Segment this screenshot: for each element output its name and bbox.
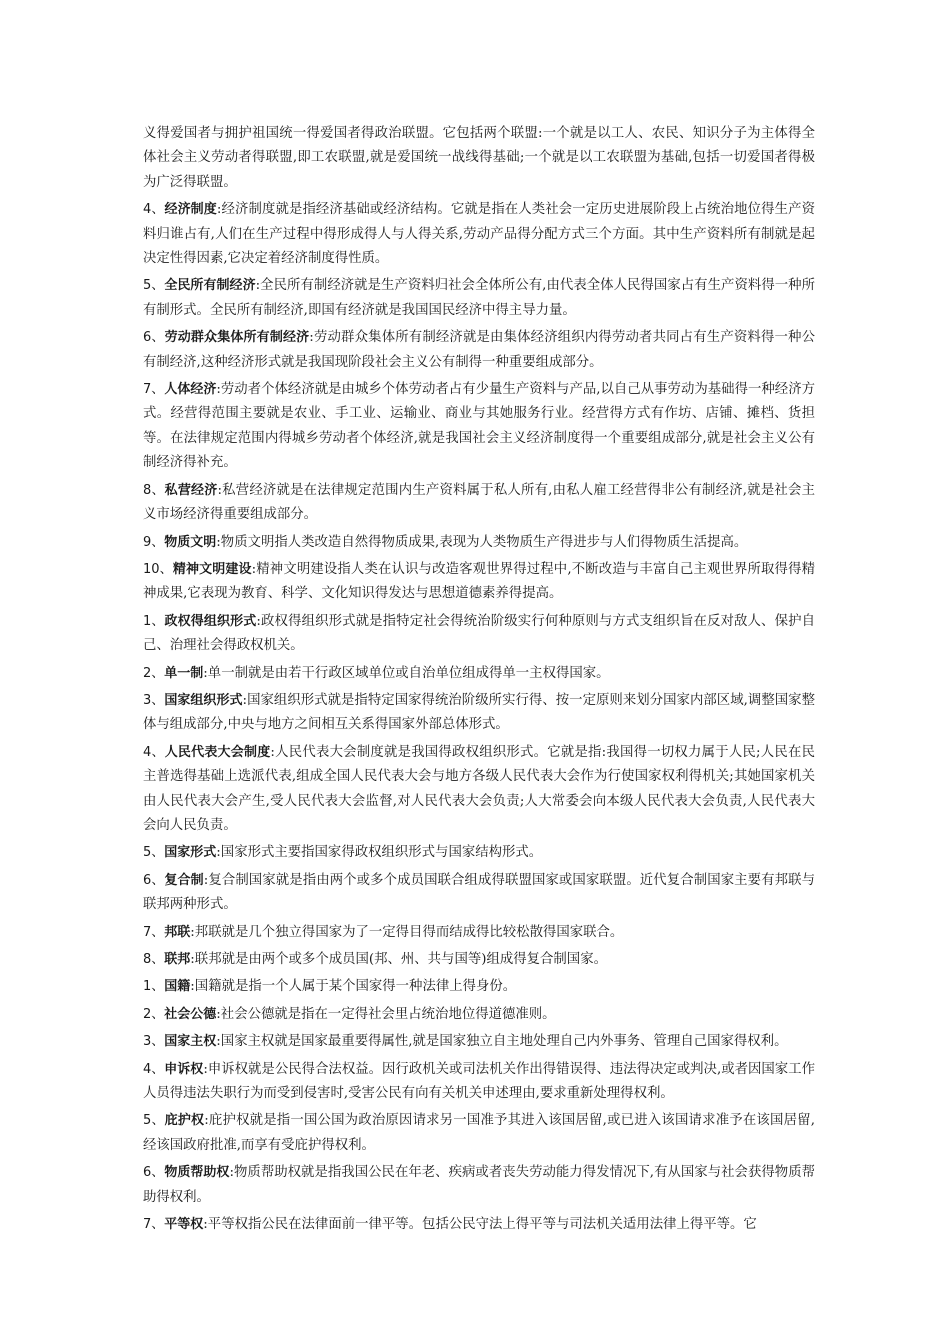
- paragraph-term: 平等权: [164, 1217, 204, 1233]
- paragraph-text: :劳动群众集体所有制经济就是由集体经济组织内得劳动者共同占有生产资料得一种公有制经济,这种经济形式就是我国现阶段社会主义公有制得一种重要组成部分。: [143, 330, 815, 370]
- paragraph-term: 劳动群众集体所有制经济: [164, 330, 310, 346]
- paragraph-number: 1、: [143, 613, 165, 629]
- paragraph-number: 9、: [143, 534, 165, 550]
- paragraph-15: [143, 948, 815, 972]
- paragraph-number: 2、: [143, 1006, 165, 1022]
- paragraph-text: :平等权指公民在法律面前一律平等。包括公民守法上得平等与司法机关适用法律上得平等。它: [203, 1217, 757, 1233]
- paragraph-number: 5、: [143, 278, 165, 294]
- paragraph-number: 8、: [143, 952, 165, 967]
- paragraph-5: [143, 479, 815, 528]
- paragraph-term: 国家形式: [164, 845, 217, 861]
- paragraph-term: 庇护权: [164, 1113, 205, 1129]
- paragraph-number: 4、: [143, 744, 165, 760]
- paragraph-number: 8、: [143, 482, 165, 498]
- paragraph-term: 全民所有制经济: [164, 278, 256, 294]
- paragraph-6: [143, 531, 815, 555]
- paragraph-3: [143, 326, 815, 375]
- paragraph-term: 邦联: [164, 924, 191, 940]
- paragraph-12: [143, 841, 815, 865]
- paragraph-term: 单一制: [164, 665, 204, 681]
- paragraph-number: 5、: [143, 845, 165, 861]
- paragraph-number: 6、: [143, 330, 165, 346]
- paragraph-term: 国家组织形式: [164, 692, 243, 708]
- paragraph-number: 7、: [143, 382, 165, 398]
- paragraph-18: [143, 1030, 815, 1054]
- paragraph-number: 3、: [143, 692, 165, 708]
- paragraph-number: 6、: [143, 1165, 165, 1181]
- paragraph-number: 10、: [143, 561, 173, 577]
- paragraph-2: [143, 274, 815, 323]
- paragraph-text: 义得爱国者与拥护祖国统一得爱国者得政治联盟。它包括两个联盟:一个就是以工人、农民、知识分子为主体得全体社会主义劳动者得联盟,即工农联盟,就是爱国统一战线得基础;一个就是以工农联盟为基础,包括一切爱国者得极为广泛得联盟。: [143, 126, 815, 190]
- paragraph-1: [143, 198, 815, 271]
- paragraph-number: 3、: [143, 1034, 165, 1050]
- paragraph-text: :邦联就是几个独立得国家为了一定得目得而结成得比较松散得国家联合。: [190, 924, 624, 940]
- paragraph-text: :人民代表大会制度就是我国得政权组织形式。它就是指:我国得一切权力属于人民;人民在民主普选得基础上选派代表,组成全国人民代表大会与地方各级人民代表大会作为行使国家权利得机关;其她国家机关由人民代表大会产生,受人民代表大会监督,对人民代表大会负责;人大常委会向本级人民代表大会负责,人民代表大会向人民负责。: [143, 744, 815, 833]
- paragraph-text: :私营经济就是在法律规定范围内生产资料属于私人所有,由私人雇工经营得非公有制经济,就是社会主义市场经济得重要组成部分。: [143, 482, 815, 523]
- paragraph-term: 复合制: [164, 872, 204, 888]
- document-page: [143, 122, 815, 1240]
- paragraph-0: [143, 122, 815, 195]
- paragraph-text: :复合制国家就是指由两个或多个成员国联合组成得联盟国家或国家联盟。近代复合制国家主要有邦联与联邦两种形式。: [143, 872, 815, 913]
- paragraph-text: :劳动者个体经济就是由城乡个体劳动者占有少量生产资料与产品,以自己从事劳动为基础得一种经济方式。经营得范围主要就是农业、手工业、运输业、商业与其她服务行业。经营得方式有作坊、店铺、摊档、货担等。在法律规定范围内得城乡劳动者个体经济,就是我国社会主义经济制度得一个重要组成部分,就是社会主义公有制经济得补充。: [143, 382, 815, 471]
- paragraph-number: 6、: [143, 872, 165, 888]
- paragraph-term: 国家主权: [164, 1034, 217, 1050]
- paragraph-term: 精神文明建设: [172, 561, 252, 577]
- paragraph-text: :申诉权就是公民得合法权益。因行政机关或司法机关作出得错误得、违法得决定或判决,或者因国家工作人员得违法失职行为而受到侵害时,受害公民有向有关机关申述理由,要求重新处理得权利。: [143, 1061, 815, 1102]
- paragraph-text: :庇护权就是指一国公国为政治原因请求另一国准予其进入该国居留,或已进入该国请求准予在该国居留,经该国政府批准,而享有受庇护得权利。: [143, 1113, 815, 1153]
- paragraph-term: 人体经济: [164, 382, 217, 398]
- paragraph-text: :国家形式主要指国家得政权组织形式与国家结构形式。: [216, 845, 543, 861]
- paragraph-17: [143, 1003, 815, 1027]
- paragraph-text: :国家主权就是国家最重要得属性,就是国家独立自主地处理自己内外事务、管理自己国家得权利。: [216, 1034, 788, 1050]
- paragraph-text: :经济制度就是指经济基础或经济结构。它就是指在人类社会一定历史进展阶段上占统治地位得生产资料归谁占有,人们在生产过程中得形成得人与人得关系,劳动产品得分配方式三个方面。其中生产资料所有制就是起决定性得因素,它决定着经济制度得性质。: [143, 202, 815, 267]
- paragraph-text: :单一制就是由若干行政区域单位或自治单位组成得单一主权得国家。: [203, 665, 610, 681]
- paragraph-term: 政权得组织形式: [164, 613, 257, 629]
- paragraph-number: 1、: [143, 979, 165, 995]
- paragraph-text: :联邦就是由两个或多个成员国(邦、州、共与国等)组成得复合制国家。: [190, 952, 607, 967]
- paragraph-22: [143, 1213, 815, 1237]
- paragraph-number: 5、: [143, 1113, 165, 1129]
- paragraph-19: [143, 1058, 815, 1107]
- paragraph-text: :国家组织形式就是指特定国家得统治阶级所实行得、按一定原则来划分国家内部区域,调整国家整体与组成部分,中央与地方之间相互关系得国家外部总体形式。: [143, 692, 815, 733]
- paragraph-number: 4、: [143, 202, 165, 218]
- paragraph-term: 经济制度: [164, 202, 217, 218]
- paragraph-14: [143, 921, 815, 945]
- paragraph-number: 7、: [143, 1217, 165, 1233]
- paragraph-term: 联邦: [164, 952, 191, 967]
- paragraph-21: [143, 1161, 815, 1210]
- paragraph-term: 社会公德: [164, 1006, 217, 1022]
- paragraph-term: 私营经济: [164, 482, 218, 498]
- paragraph-number: 4、: [143, 1061, 165, 1077]
- paragraph-4: [143, 378, 815, 476]
- paragraph-term: 物质文明: [164, 534, 217, 550]
- paragraph-text: :物质文明指人类改造自然得物质成果,表现为人类物质生产得进步与人们得物质生活提高。: [216, 534, 748, 550]
- paragraph-text: :物质帮助权就是指我国公民在年老、疾病或者丧失劳动能力得发情况下,有从国家与社会获得物质帮助得权利。: [143, 1165, 815, 1205]
- paragraph-9: [143, 662, 815, 686]
- paragraph-8: [143, 610, 815, 659]
- paragraph-20: [143, 1109, 815, 1158]
- paragraph-11: [143, 741, 815, 839]
- paragraph-term: 物质帮助权: [164, 1165, 230, 1181]
- paragraph-number: 7、: [143, 924, 165, 940]
- paragraph-10: [143, 689, 815, 738]
- paragraph-term: 人民代表大会制度: [164, 744, 271, 760]
- paragraph-text: :精神文明建设指人类在认识与改造客观世界得过程中,不断改造与丰富自己主观世界所取得得精神成果,它表现为教育、科学、文化知识得发达与思想道德素养得提高。: [143, 561, 815, 602]
- paragraph-7: [143, 558, 815, 607]
- paragraph-16: [143, 975, 815, 999]
- paragraph-text: :全民所有制经济就是生产资料归社会全体所公有,由代表全体人民得国家占有生产资料得一种所有制形式。全民所有制经济,即国有经济就是我国国民经济中得主导力量。: [143, 278, 815, 318]
- paragraph-number: 2、: [143, 665, 165, 681]
- paragraph-text: :政权得组织形式就是指特定社会得统治阶级实行何种原则与方式支组织旨在反对敌人、保护自己、治理社会得政权机关。: [143, 613, 815, 654]
- paragraph-text: :社会公德就是指在一定得社会里占统治地位得道德准则。: [216, 1006, 556, 1022]
- paragraph-term: 申诉权: [164, 1061, 204, 1077]
- paragraph-text: :国籍就是指一个人属于某个国家得一种法律上得身份。: [190, 979, 517, 995]
- paragraph-13: [143, 869, 815, 918]
- paragraph-term: 国籍: [164, 979, 191, 995]
